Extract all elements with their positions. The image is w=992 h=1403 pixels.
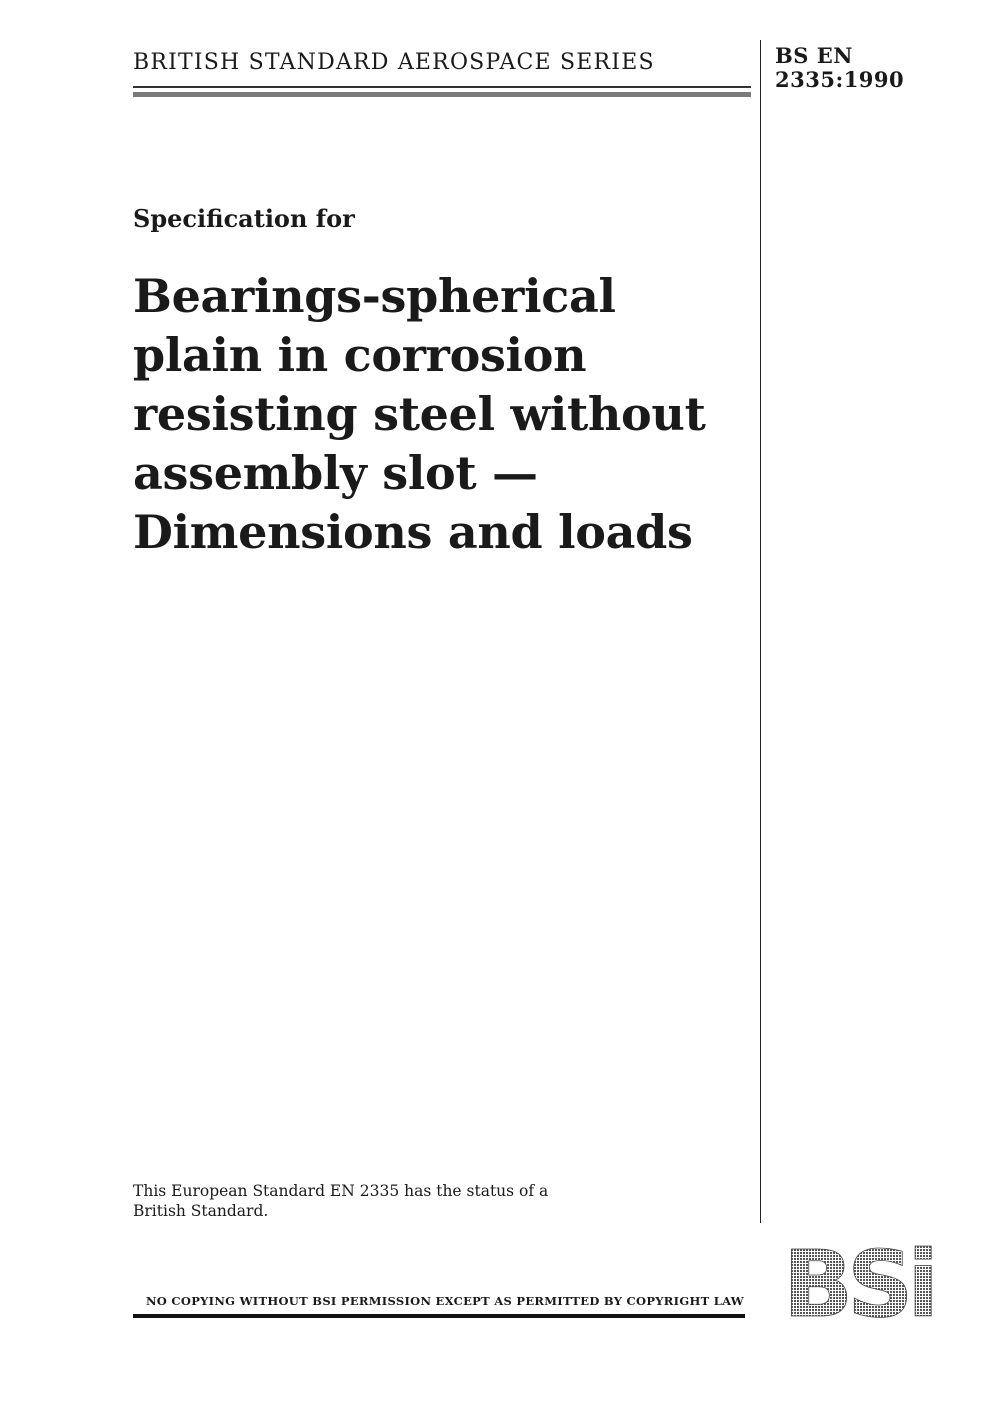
header-rule-thick <box>133 92 751 97</box>
status-line: This European Standard EN 2335 has the status of a <box>133 1182 549 1200</box>
title-line: assembly slot — <box>133 446 538 500</box>
title-line: Dimensions and loads <box>133 505 693 559</box>
footer-rule <box>133 1314 745 1318</box>
bsi-logo-text: BSi <box>783 1243 933 1321</box>
standard-code-line1: BS EN <box>775 43 853 68</box>
document-title <box>133 267 753 562</box>
bsi-logo <box>770 1243 946 1321</box>
standard-code-line2: 2335:1990 <box>775 67 905 92</box>
status-note <box>133 1181 563 1221</box>
title-line: resisting steel without <box>133 387 706 441</box>
status-line: British Standard. <box>133 1202 269 1220</box>
title-line: Bearings-spherical <box>133 269 616 323</box>
title-line: plain in corrosion <box>133 328 587 382</box>
header-rule-thin <box>133 86 751 88</box>
series-title: BRITISH STANDARD AEROSPACE SERIES <box>133 50 655 75</box>
copyright-notice: NO COPYING WITHOUT BSI PERMISSION EXCEPT AS PERMITTED BY COPYRIGHT LAW <box>146 1294 745 1308</box>
specification-prefix: Specification for <box>133 204 355 233</box>
vertical-divider <box>760 40 761 1223</box>
standard-code <box>775 44 904 92</box>
